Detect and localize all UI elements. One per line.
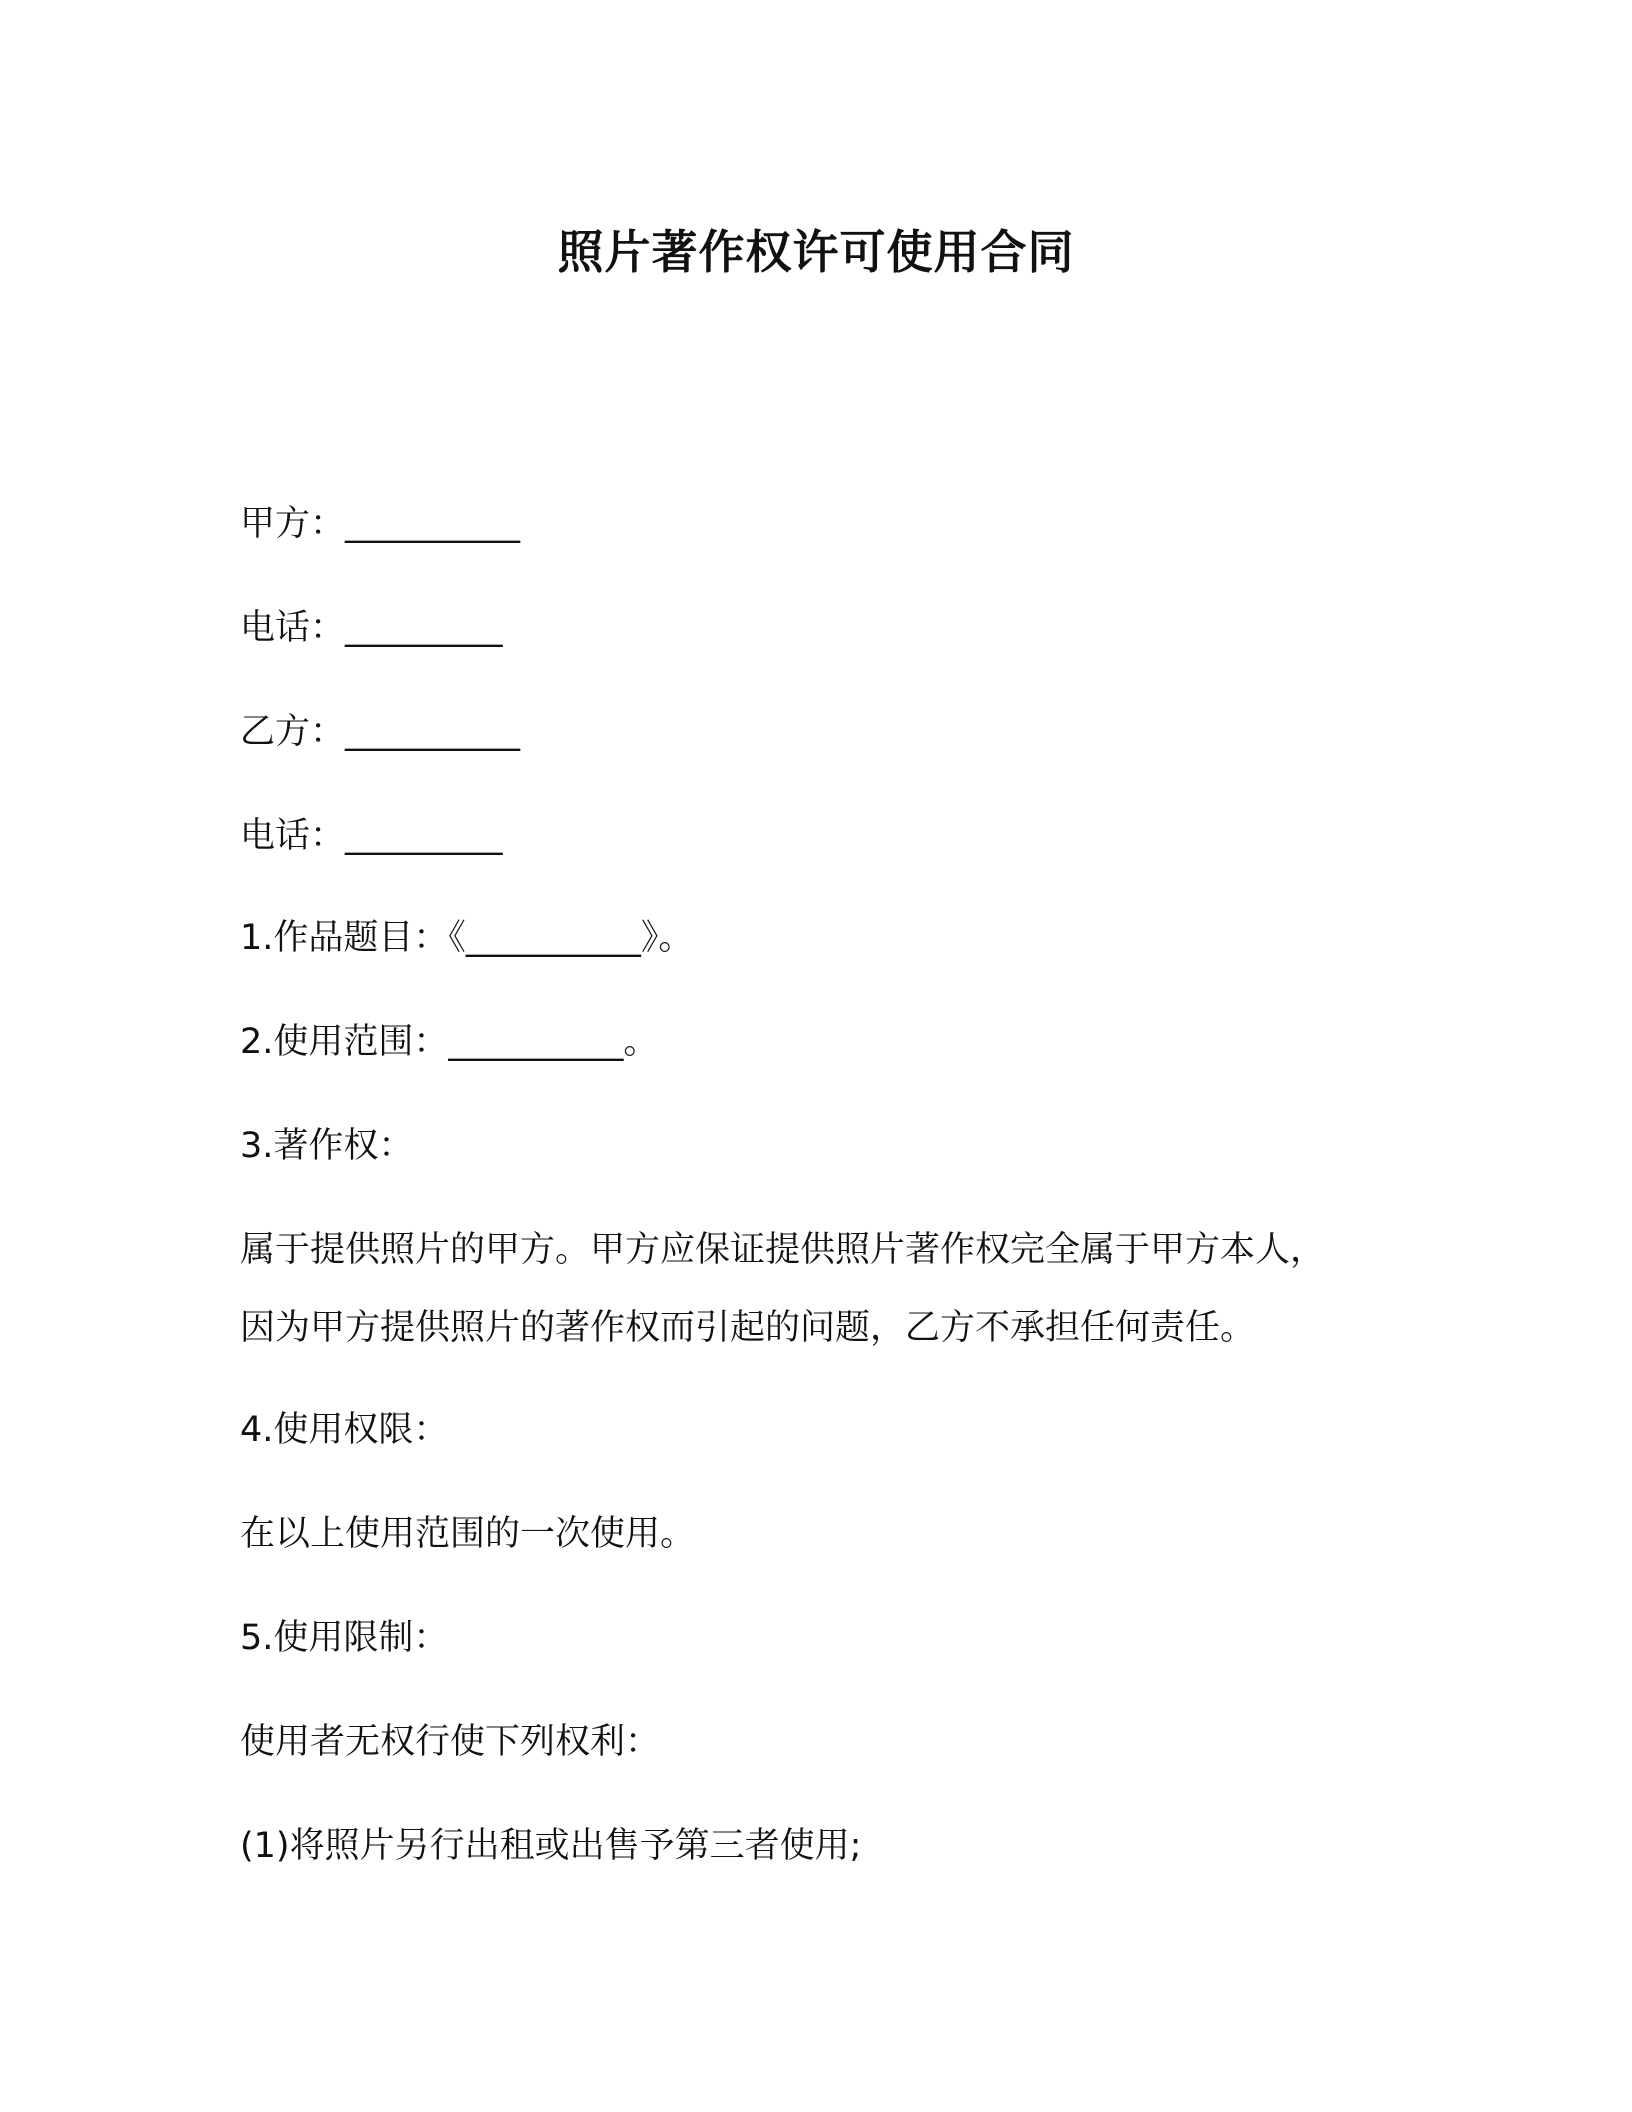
clause-5-text: 使用者无权行使下列权利：: [240, 1722, 661, 1762]
clause-3-text-line-1: 属于提供照片的甲方。甲方应保证提供照片著作权完全属于甲方本人，: [240, 1230, 1326, 1270]
party-b-line: 乙方：__________: [240, 712, 521, 752]
clause-2-usage-scope: 2.使用范围：__________。: [240, 1022, 659, 1062]
clause-4-text: 在以上使用范围的一次使用。: [240, 1514, 696, 1554]
clause-4-heading: 4.使用权限：: [240, 1410, 449, 1450]
party-a-phone-line: 电话：_________: [240, 608, 503, 648]
clause-3-heading: 3.著作权：: [240, 1126, 414, 1166]
party-a-line: 甲方：__________: [240, 504, 521, 544]
clause-5-item-1: (1)将照片另行出租或出售予第三者使用;: [240, 1826, 862, 1866]
clause-3-text-line-2: 因为甲方提供照片的著作权而引起的问题，乙方不承担任何责任。: [240, 1308, 1256, 1348]
document-title: 照片著作权许可使用合同: [557, 225, 1075, 279]
party-b-phone-line: 电话：_________: [240, 816, 503, 856]
clause-5-heading: 5.使用限制：: [240, 1618, 449, 1658]
clause-1-work-title: 1.作品题目：《__________》。: [240, 918, 694, 958]
